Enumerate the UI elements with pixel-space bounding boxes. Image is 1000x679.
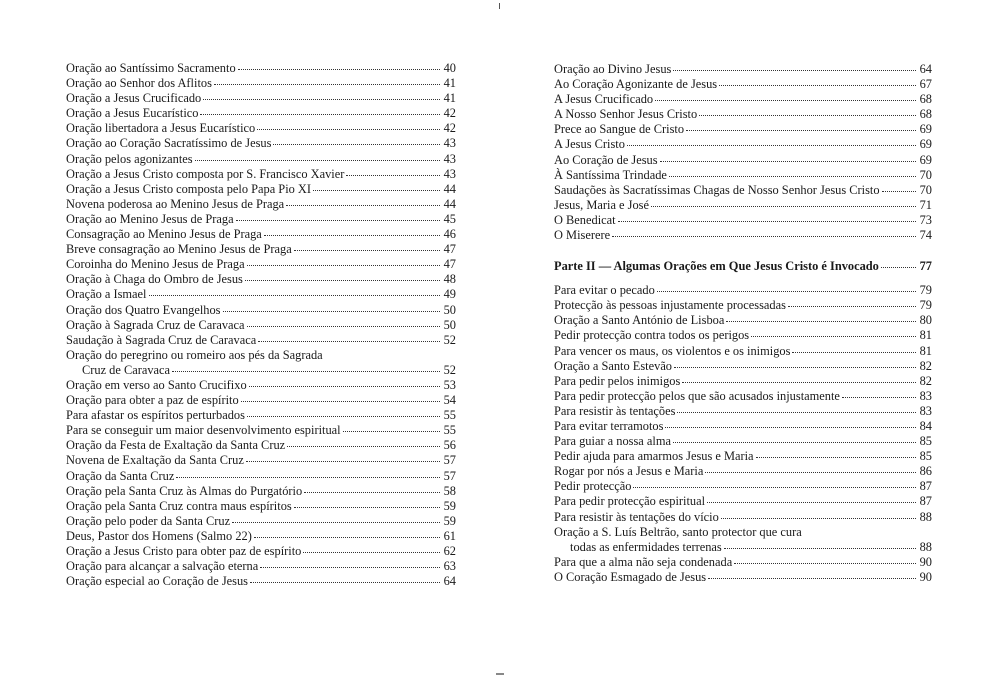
toc-page-number: 40 [443,61,456,75]
dot-leader [258,340,440,342]
toc-entry [66,499,456,514]
toc-page-number: 74 [919,228,932,243]
toc-entry-title: A Nosso Senhor Jesus Cristo [554,107,698,122]
dot-leader [682,381,916,383]
toc-entry [554,183,932,198]
toc-entry-title: Deus, Pastor dos Homens (Salmo 22) [66,528,252,543]
dot-leader [686,129,916,131]
toc-page-number: 85 [919,434,932,449]
dot-leader [618,220,916,222]
toc-entry [66,182,456,197]
toc-entry [66,136,456,151]
dot-leader [788,305,916,307]
toc-page-number: 57 [443,453,456,468]
right-page [500,0,1000,679]
toc-page-number: 84 [919,418,932,433]
toc-entry [554,494,932,509]
toc-page-number: 43 [443,136,456,151]
dot-leader [236,219,440,221]
toc-page-number: 82 [919,358,932,373]
toc-entry-title: Para pedir protecção pelos que são acusados injustamente [554,388,840,403]
toc-entry-title: Para resistir às tentações [554,403,676,418]
dot-leader [294,249,440,251]
dot-leader [674,366,916,368]
toc-entry-title: Oração dos Quatro Evangelhos [66,302,221,317]
dot-leader [705,471,916,473]
toc-page-number: 59 [443,513,456,528]
toc-page-number: 87 [919,494,932,509]
toc-page-number: 56 [443,438,456,453]
toc-entry [554,153,932,168]
toc-entry-title: Oração pelos agonizantes [66,151,193,166]
dot-leader [724,547,916,549]
toc-entry-title: Oração a Jesus Cristo composta por S. Francisco Xavier [66,166,345,181]
toc-entry [554,510,932,525]
toc-entry-title: Oração a Jesus Cristo para obter paz de espírito [66,544,302,558]
part-heading [554,259,932,283]
toc-page-number: 44 [443,196,456,211]
toc-entry [66,423,456,438]
toc-entry-title: Saudação à Sagrada Cruz de Caravaca [66,332,257,347]
dot-leader [303,551,440,553]
toc-entry-title: Para pedir protecção espiritual [554,494,706,509]
toc-page-number: 90 [919,554,932,569]
toc-entry [554,434,932,449]
toc-entry-title: O Benedicat [554,212,616,227]
toc-entry-title: Oração ao Divino Jesus [554,62,672,76]
toc-entry [554,283,932,298]
toc-entry [66,61,456,76]
dot-leader [660,160,916,162]
dot-leader [195,159,440,161]
toc-entry [554,449,932,464]
toc-page-number: 83 [919,403,932,418]
toc-page-number: 87 [919,479,932,494]
toc-entry [554,389,932,404]
toc-page-number: 63 [443,559,456,574]
toc-entry-title: Oração ao Santíssimo Sacramento [66,61,236,75]
dot-leader [655,99,916,101]
toc-entry [66,318,456,333]
dot-leader [673,441,916,443]
toc-entry-title: Oração da Santa Cruz [66,468,175,483]
toc-entry [66,272,456,287]
toc-page-number: 71 [919,197,932,212]
toc-entry-title: A Jesus Cristo [554,137,625,152]
toc-page-number: 80 [919,313,932,328]
toc-entry-title: Oração libertadora a Jesus Eucarístico [66,121,256,136]
toc-page-number: 48 [443,272,456,287]
toc-page-number: 58 [443,483,456,498]
toc-entry-title: Para guiar a nossa alma [554,434,671,449]
dot-leader [257,128,440,130]
dot-leader [657,290,916,292]
toc-page-number: 79 [919,298,932,313]
toc-entry [554,374,932,389]
dot-leader [149,294,441,296]
toc-page-number: 73 [919,212,932,227]
toc-entry-title: Ao Coração de Jesus [554,152,658,167]
dot-leader [756,456,916,458]
toc-entry [554,570,932,585]
toc-entry-title: Prece ao Sangue de Cristo [554,122,685,137]
toc-entry [66,514,456,529]
toc-entry [554,298,932,313]
toc-page-number: 45 [443,211,456,226]
toc-list-left [66,61,456,589]
dot-leader [881,266,916,268]
toc-page-number: 46 [443,227,456,242]
toc-entry [554,137,932,152]
toc-page-number: 42 [443,121,456,136]
toc-entry [554,213,932,228]
toc-entry-title: Oração da Festa de Exaltação da Santa Cruz [66,438,286,453]
toc-entry [66,469,456,484]
toc-page-number: 43 [443,151,456,166]
toc-entry-title: Oração ao Menino Jesus de Praga [66,211,234,226]
dot-leader [247,325,440,327]
toc-page-number: 55 [443,408,456,423]
dot-leader [734,562,916,564]
toc-entry-title: Para afastar os espíritos perturbados [66,408,245,423]
toc-entry-title: Novena poderosa ao Menino Jesus de Praga [66,196,285,211]
toc-page-number: 67 [919,77,932,92]
toc-entry [66,91,456,106]
toc-page-number: 79 [919,283,932,298]
toc-entry-title: Saudações às Sacratíssimas Chagas de Nosso Senhor Jesus Cristo [554,182,880,197]
toc-page-number: 47 [443,242,456,257]
toc-entry-title: Oração a Jesus Eucarístico [66,106,199,121]
toc-entry-title: Oração à Chaga do Ombro de Jesus [66,272,243,287]
toc-page-number: 86 [919,464,932,479]
toc-entry-title: Oração pelo poder da Santa Cruz [66,513,231,528]
toc-entry [66,559,456,574]
toc-entry [66,121,456,136]
toc-entry [66,197,456,212]
toc-entry [554,525,932,540]
dot-leader [264,234,440,236]
toc-entry [554,107,932,122]
toc-page-number: 69 [919,137,932,152]
dot-leader [294,506,440,508]
toc-entry [554,404,932,419]
toc-entry [66,152,456,167]
dot-leader [246,460,440,462]
dot-leader [241,400,440,402]
toc-entry-title: Oração ao Coração Sacratíssimo de Jesus [66,136,272,151]
toc-page-number: 61 [443,528,456,543]
toc-entry [66,287,456,302]
toc-page-number: 90 [919,569,932,584]
toc-entry [66,574,456,589]
toc-page-number: 52 [443,362,456,377]
dot-leader [669,175,916,177]
dot-leader [250,581,440,583]
toc-page-number: 49 [443,287,456,302]
dot-leader [721,517,916,519]
toc-entry-title: Pedir ajuda para amarmos Jesus e Maria [554,449,754,464]
toc-page-number: 47 [443,257,456,272]
toc-page-number: 85 [919,449,932,464]
toc-page-number: 53 [443,377,456,392]
toc-entry-title: Oração a Ismael [66,287,147,302]
toc-page-number: 69 [919,122,932,137]
toc-entry-title: Rogar por nós a Jesus e Maria [554,464,704,479]
toc-entry [66,257,456,272]
dot-leader [273,143,440,145]
toc-entry [554,122,932,137]
dot-leader [203,98,440,100]
dot-leader [346,174,440,176]
toc-page-number: 57 [443,468,456,483]
dot-leader [665,426,916,428]
toc-page-number: 83 [919,388,932,403]
toc-page-number: 81 [919,343,932,358]
dot-leader [214,83,440,85]
toc-page-number: 41 [443,76,456,91]
toc-entry-title: Oração a Santo António de Lisboa [554,313,725,328]
dot-leader [651,205,916,207]
toc-entry-title: Oração a Jesus Cristo composta pelo Papa Pio XI [66,181,312,196]
toc-page-number: 64 [919,62,932,76]
toc-entry-title: A Jesus Crucificado [554,92,654,107]
toc-page-number: 68 [919,92,932,107]
toc-entry-title: Jesus, Maria e José [554,197,649,212]
toc-entry-title: Breve consagração ao Menino Jesus de Praga [66,242,292,257]
toc-entry-title: À Santíssima Trindade [554,167,667,182]
toc-entry-title: Protecção às pessoas injustamente processadas [554,298,786,313]
toc-page-number: 81 [919,328,932,343]
toc-entry-title: Para que a alma não seja condenada [554,554,733,569]
toc-page-number: 70 [919,167,932,182]
toc-page-number: 44 [443,181,456,196]
toc-entry-title: O Coração Esmagado de Jesus [554,569,707,584]
toc-entry-title: Para vencer os maus, os violentos e os inimigos [554,343,791,358]
dot-leader [313,189,440,191]
toc-entry [66,106,456,121]
dot-leader [223,310,441,312]
toc-entry [554,555,932,570]
toc-entry [554,198,932,213]
toc-entry-title: Oração pela Santa Cruz às Almas do Purgatório [66,483,303,498]
toc-page-number: 82 [919,373,932,388]
bottom-gutter-mark [496,673,504,675]
toc-page-number: 52 [443,332,456,347]
toc-page-number: 54 [443,393,456,408]
dot-leader [882,190,916,192]
toc-entry-title: Oração pela Santa Cruz contra maus espíritos [66,498,292,513]
toc-entry-title: Oração para alcançar a salvação eterna [66,559,259,574]
toc-entry [66,453,456,468]
dot-leader [719,84,916,86]
dot-leader [343,430,440,432]
toc-entry [554,62,932,77]
toc-page-number: 70 [919,182,932,197]
toc-page-number: 68 [919,107,932,122]
dot-leader [287,445,440,447]
part-heading-title: Parte II — Algumas Orações em Que Jesus Cristo é Invocado [554,259,879,274]
toc-entry [66,242,456,257]
toc-entry [554,419,932,434]
toc-entry-title: Oração em verso ao Santo Crucifixo [66,377,247,392]
toc-page-number: 50 [443,317,456,332]
toc-page-number: 43 [443,166,456,181]
toc-entry [66,438,456,453]
dot-leader [699,114,916,116]
toc-entry-title: Pedir protecção contra todos os perigos [554,328,750,343]
dot-leader [200,113,440,115]
toc-entry-title: Oração a Santo Estevão [554,358,673,373]
toc-entry [554,168,932,183]
toc-entry [554,92,932,107]
toc-entry-title: Oração a S. Luís Beltrão, santo protector que cura [554,524,802,539]
toc-entry-title: O Miserere [554,228,611,243]
dot-leader [633,486,916,488]
toc-list-right [554,62,932,585]
toc-page-number: 88 [919,539,932,554]
toc-entry [554,313,932,328]
toc-entry [66,393,456,408]
toc-entry-title: Novena de Exaltação da Santa Cruz [66,453,244,468]
toc-entry-title-continued: todas as enfermidades terrenas [570,539,722,554]
toc-entry [66,484,456,499]
toc-entry-title: Oração à Sagrada Cruz de Caravaca [66,317,245,332]
toc-entry [554,77,932,92]
toc-entry-title: Para se conseguir um maior desenvolvimento espiritual [66,423,341,438]
dot-leader [726,320,916,322]
toc-page-number: 77 [919,259,932,274]
toc-entry-title: Oração a Jesus Crucificado [66,91,202,106]
toc-entry-title: Para evitar terramotos [554,418,664,433]
toc-entry-title: Oração para obter a paz de espírito [66,393,239,408]
dot-leader [176,476,440,478]
toc-entry [66,378,456,393]
toc-page-number: 50 [443,302,456,317]
toc-page-number: 42 [443,106,456,121]
toc-page-number: 69 [919,152,932,167]
toc-entry-title: Coroinha do Menino Jesus de Praga [66,257,245,272]
dot-leader [254,536,440,538]
toc-entry-title: Pedir protecção [554,479,632,494]
toc-entry [554,359,932,374]
dot-leader [627,144,916,146]
toc-entry-continuation [554,540,932,555]
section-gap [554,243,932,259]
toc-entry [554,464,932,479]
toc-entry [66,167,456,182]
dot-leader [708,577,916,579]
toc-entry-title: Consagração ao Menino Jesus de Praga [66,227,262,242]
toc-entry-title-continued: Cruz de Caravaca [82,362,171,377]
toc-entry [554,228,932,243]
toc-entry-title: Ao Coração Agonizante de Jesus [554,77,718,92]
dot-leader [247,264,440,266]
dot-leader [842,396,916,398]
toc-entry [66,544,456,559]
dot-leader [673,69,916,71]
toc-entry [66,529,456,544]
toc-entry [554,328,932,343]
toc-page-number: 88 [919,509,932,524]
toc-entry [66,227,456,242]
toc-entry [554,344,932,359]
toc-entry [554,479,932,494]
dot-leader [232,521,440,523]
dot-leader [751,335,916,337]
dot-leader [172,370,440,372]
dot-leader [707,501,916,503]
dot-leader [238,68,440,70]
toc-entry [66,76,456,91]
toc-entry-title: Oração especial ao Coração de Jesus [66,574,248,589]
dot-leader [247,415,440,417]
dot-leader [260,566,440,568]
toc-entry-title: Para resistir às tentações do vício [554,509,719,524]
dot-leader [249,385,440,387]
toc-entry-continuation [66,363,456,378]
toc-entry [66,212,456,227]
toc-entry [66,348,456,363]
toc-page-number: 55 [443,423,456,438]
toc-entry [66,408,456,423]
toc-entry-title: Oração do peregrino ou romeiro aos pés da Sagrada [66,347,323,362]
toc-page-number: 62 [443,544,456,558]
toc-page-number: 59 [443,498,456,513]
dot-leader [792,351,916,353]
toc-entry-title: Oração ao Senhor dos Aflitos [66,76,212,91]
dot-leader [677,411,916,413]
toc-page-number: 41 [443,91,456,106]
dot-leader [245,279,440,281]
toc-entry [66,333,456,348]
toc-page-number: 64 [443,574,456,589]
toc-entry-title: Para evitar o pecado [554,283,655,298]
toc-entry [66,303,456,318]
dot-leader [304,491,440,493]
toc-entry-title: Para pedir pelos inimigos [554,373,681,388]
dot-leader [612,235,916,237]
dot-leader [286,204,440,206]
